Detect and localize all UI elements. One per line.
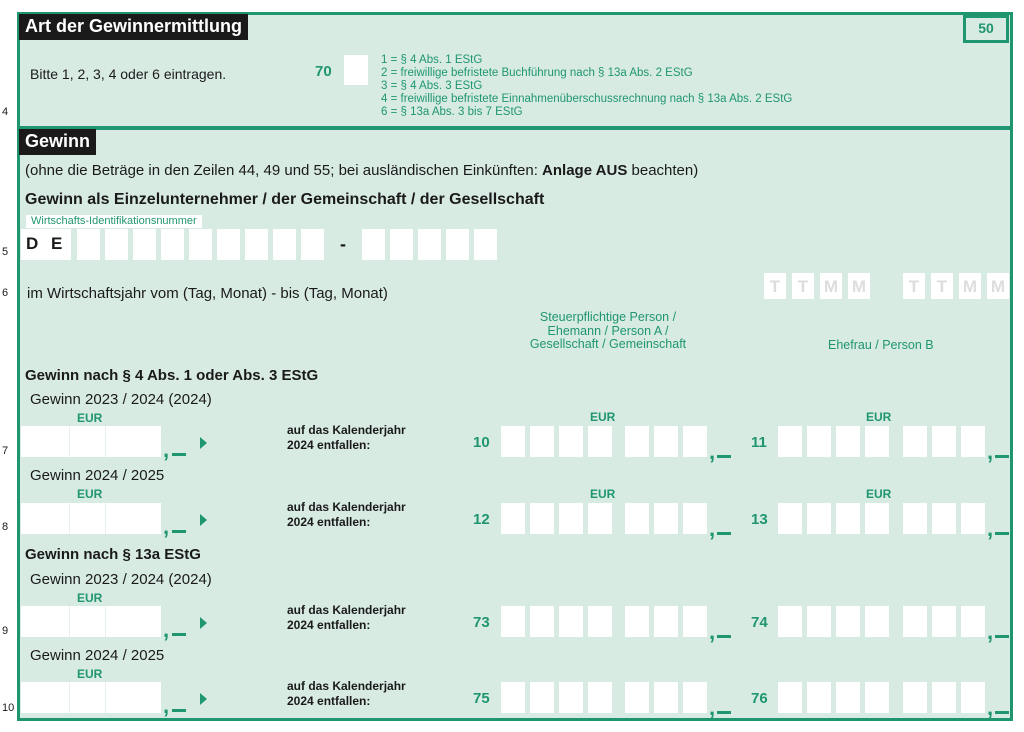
amount-a-digit-box[interactable] [530, 426, 554, 457]
gewinn-subtitle: Gewinn als Einzelunternehmer / der Gemeinschaft / der Gesellschaft [25, 191, 545, 208]
row-total-divider [105, 682, 106, 713]
amount-a-digit-box[interactable] [654, 503, 678, 534]
amount-b-digit-box[interactable] [961, 682, 985, 713]
amount-a-digit-box[interactable] [530, 682, 554, 713]
decimal-comma: , [163, 693, 170, 718]
amount-b-digit-box[interactable] [932, 426, 956, 457]
field-code-70: 70 [315, 63, 332, 80]
col-a-header [508, 311, 708, 352]
calendar-label-2: 2024 entfallen: [287, 618, 371, 632]
amount-a-digit-box[interactable] [559, 426, 583, 457]
group1-title: Gewinn nach § 4 Abs. 1 oder Abs. 3 EStG [25, 367, 319, 384]
col-a-header-line2: Ehemann / Person A / [547, 323, 669, 338]
decimal-comma-a: , [709, 439, 716, 464]
id-digit-box[interactable] [245, 229, 268, 260]
line-number: 7 [2, 445, 9, 457]
row-total-input[interactable] [21, 426, 162, 457]
decimal-comma-a: , [709, 516, 716, 541]
amount-b-digit-box[interactable] [836, 682, 860, 713]
amount-b-digit-box[interactable] [778, 682, 802, 713]
id-digit-box[interactable] [161, 229, 184, 260]
line-number-5: 5 [2, 246, 9, 258]
arrow-right-icon [200, 437, 207, 449]
option-1: 1 = § 4 Abs. 1 EStG [381, 54, 483, 66]
cents-dash-b [995, 532, 1009, 535]
row-eur-label: EUR [77, 667, 103, 681]
calendar-label-1: auf das Kalenderjahr [287, 603, 406, 617]
col-a-header-line3: Gesellschaft / Gemeinschaft [529, 337, 687, 351]
form-number: 50 [978, 20, 994, 36]
amount-b-digit-box[interactable] [865, 426, 889, 457]
cents-dash [172, 633, 186, 636]
row-total-input[interactable] [21, 606, 162, 637]
row-total-divider [105, 606, 106, 637]
amount-b-digit-box[interactable] [778, 426, 802, 457]
row-total-divider [69, 503, 70, 534]
line-number-6: 6 [2, 287, 9, 299]
id-digit-box[interactable] [474, 229, 497, 260]
option-2: 2 = freiwillige befristete Buchführung nach § 13a Abs. 2 EStG [381, 67, 693, 79]
amount-b-digit-box[interactable] [836, 426, 860, 457]
row-label: Gewinn 2023 / 2024 (2024) [30, 391, 212, 408]
id-separator: - [340, 234, 346, 254]
id-prefix-e: E [51, 234, 63, 253]
col-a-eur: EUR [590, 410, 616, 424]
amount-a-digit-box[interactable] [683, 426, 707, 457]
row-eur-label: EUR [77, 591, 103, 605]
from-date-t1[interactable]: T [764, 273, 786, 299]
field-code-b: 76 [751, 690, 768, 707]
amount-b-digit-box[interactable] [932, 682, 956, 713]
type-input[interactable] [344, 55, 368, 85]
calendar-label-1: auf das Kalenderjahr [287, 423, 406, 437]
amount-a-digit-box[interactable] [654, 682, 678, 713]
id-digit-box[interactable] [362, 229, 385, 260]
field-code-a: 12 [473, 511, 490, 528]
line-number: 10 [2, 702, 15, 714]
amount-b-digit-box[interactable] [807, 606, 831, 637]
col-a-eur: EUR [590, 487, 616, 501]
amount-a-digit-box[interactable] [683, 503, 707, 534]
to-date-m1[interactable]: M [959, 273, 981, 299]
amount-b-digit-box[interactable] [961, 606, 985, 637]
calendar-label-2: 2024 entfallen: [287, 515, 371, 529]
amount-a-digit-box[interactable] [625, 426, 649, 457]
id-digit-box[interactable] [105, 229, 128, 260]
decimal-comma-b: , [987, 439, 994, 464]
amount-a-digit-box[interactable] [683, 606, 707, 637]
cents-dash-b [995, 635, 1009, 638]
decimal-comma: , [163, 437, 170, 462]
calendar-label-1: auf das Kalenderjahr [287, 500, 406, 514]
row-total-divider [105, 426, 106, 457]
amount-a-digit-box[interactable] [501, 426, 525, 457]
id-digit-box[interactable] [217, 229, 240, 260]
cents-dash-a [717, 532, 731, 535]
line-number-4: 4 [2, 106, 9, 118]
amount-a-digit-box[interactable] [588, 426, 612, 457]
decimal-comma-b: , [987, 619, 994, 644]
option-4: 4 = freiwillige befristete Einnahmenüberschussrechnung nach § 13a Abs. 2 EStG [381, 93, 793, 105]
amount-b-digit-box[interactable] [807, 426, 831, 457]
id-digit-box[interactable] [446, 229, 469, 260]
amount-a-digit-box[interactable] [530, 503, 554, 534]
amount-b-digit-box[interactable] [903, 426, 927, 457]
amount-a-digit-box[interactable] [501, 503, 525, 534]
row-total-input[interactable] [21, 682, 162, 713]
amount-b-digit-box[interactable] [903, 606, 927, 637]
decimal-comma-a: , [709, 695, 716, 720]
calendar-label-2: 2024 entfallen: [287, 694, 371, 708]
amount-b-digit-box[interactable] [778, 503, 802, 534]
note-bold: Anlage AUS [542, 162, 628, 179]
decimal-comma-a: , [709, 619, 716, 644]
amount-b-digit-box[interactable] [807, 682, 831, 713]
row-eur-label: EUR [77, 411, 103, 425]
decimal-comma-b: , [987, 695, 994, 720]
cents-dash-b [995, 711, 1009, 714]
amount-b-digit-box[interactable] [836, 503, 860, 534]
amount-a-digit-box[interactable] [625, 682, 649, 713]
col-b-header: Ehefrau / Person B [828, 338, 934, 352]
field-code-a: 10 [473, 434, 490, 451]
amount-b-digit-box[interactable] [865, 606, 889, 637]
arrow-right-icon [200, 693, 207, 705]
id-digit-box[interactable] [390, 229, 413, 260]
calendar-label-1: auf das Kalenderjahr [287, 679, 406, 693]
amount-b-digit-box[interactable] [903, 682, 927, 713]
decimal-comma: , [163, 514, 170, 539]
amount-a-digit-box[interactable] [588, 682, 612, 713]
field-code-b: 11 [751, 434, 767, 451]
cents-dash [172, 709, 186, 712]
decimal-comma: , [163, 617, 170, 642]
id-digit-box[interactable] [418, 229, 441, 260]
row-eur-label: EUR [77, 487, 103, 501]
from-date-m2[interactable]: M [848, 273, 870, 299]
amount-b-digit-box[interactable] [836, 606, 860, 637]
row-total-divider [69, 606, 70, 637]
amount-b-digit-box[interactable] [865, 503, 889, 534]
row-total-divider [69, 682, 70, 713]
amount-b-digit-box[interactable] [865, 682, 889, 713]
line-number: 8 [2, 521, 9, 533]
row-label: Gewinn 2024 / 2025 [30, 647, 165, 664]
decimal-comma-b: , [987, 516, 994, 541]
from-date-t2[interactable]: T [792, 273, 814, 299]
row-label: Gewinn 2023 / 2024 (2024) [30, 571, 212, 588]
amount-a-digit-box[interactable] [588, 503, 612, 534]
cents-dash-a [717, 635, 731, 638]
section2-title: Gewinn [19, 129, 96, 155]
field-code-b: 74 [751, 614, 768, 631]
amount-b-digit-box[interactable] [961, 503, 985, 534]
amount-a-digit-box[interactable] [559, 682, 583, 713]
amount-a-digit-box[interactable] [683, 682, 707, 713]
cents-dash-b [995, 455, 1009, 458]
row-label: Gewinn 2024 / 2025 [30, 467, 165, 484]
note-suffix: beachten) [627, 162, 699, 179]
option-6: 6 = § 13a Abs. 3 bis 7 EStG [381, 106, 523, 118]
id-prefix-d: D [26, 234, 39, 253]
col-b-eur: EUR [866, 487, 892, 501]
amount-a-digit-box[interactable] [654, 606, 678, 637]
amount-a-digit-box[interactable] [654, 426, 678, 457]
to-date-m2[interactable]: M [987, 273, 1009, 299]
option-3: 3 = § 4 Abs. 3 EStG [381, 80, 483, 92]
section1-title: Art der Gewinnermittlung [19, 14, 248, 40]
amount-b-digit-box[interactable] [778, 606, 802, 637]
amount-a-digit-box[interactable] [625, 503, 649, 534]
amount-b-digit-box[interactable] [903, 503, 927, 534]
type-instruction: Bitte 1, 2, 3, 4 oder 6 eintragen. [30, 66, 227, 82]
amount-b-digit-box[interactable] [807, 503, 831, 534]
cents-dash-a [717, 455, 731, 458]
id-label: Wirtschafts-Identifikationsnummer [26, 215, 202, 228]
row-total-divider [69, 426, 70, 457]
col-b-eur: EUR [866, 410, 892, 424]
id-digit-box[interactable] [189, 229, 212, 260]
to-date-t1[interactable]: T [903, 273, 925, 299]
cents-dash [172, 530, 186, 533]
amount-a-digit-box[interactable] [559, 503, 583, 534]
fiscal-year-label: im Wirtschaftsjahr vom (Tag, Monat) - bis (Tag, Monat) [27, 285, 388, 302]
arrow-right-icon [200, 514, 207, 526]
amount-b-digit-box[interactable] [932, 606, 956, 637]
id-digit-box[interactable] [77, 229, 100, 260]
row-total-divider [105, 503, 106, 534]
line-number: 9 [2, 625, 9, 637]
field-code-a: 73 [473, 614, 490, 631]
cents-dash [172, 453, 186, 456]
arrow-right-icon [200, 617, 207, 629]
amount-a-digit-box[interactable] [559, 606, 583, 637]
id-digit-box[interactable] [301, 229, 324, 260]
calendar-label-2: 2024 entfallen: [287, 438, 371, 452]
gewinn-note [25, 162, 698, 179]
field-code-b: 13 [751, 511, 768, 528]
from-date-m1[interactable]: M [820, 273, 842, 299]
group2-title: Gewinn nach § 13a EStG [25, 546, 201, 563]
amount-a-digit-box[interactable] [625, 606, 649, 637]
row-total-input[interactable] [21, 503, 162, 534]
to-date-t2[interactable]: T [931, 273, 953, 299]
id-digit-box[interactable] [133, 229, 156, 260]
id-digit-box[interactable] [273, 229, 296, 260]
amount-b-digit-box[interactable] [932, 503, 956, 534]
amount-a-digit-box[interactable] [588, 606, 612, 637]
note-prefix: (ohne die Beträge in den Zeilen 44, 49 und 55; bei ausländischen Einkünften: [25, 162, 543, 179]
col-a-header-line1: Steuerpflichtige Person / [539, 310, 677, 324]
amount-a-digit-box[interactable] [530, 606, 554, 637]
amount-b-digit-box[interactable] [961, 426, 985, 457]
field-code-a: 75 [473, 690, 490, 707]
amount-a-digit-box[interactable] [501, 682, 525, 713]
cents-dash-a [717, 711, 731, 714]
amount-a-digit-box[interactable] [501, 606, 525, 637]
